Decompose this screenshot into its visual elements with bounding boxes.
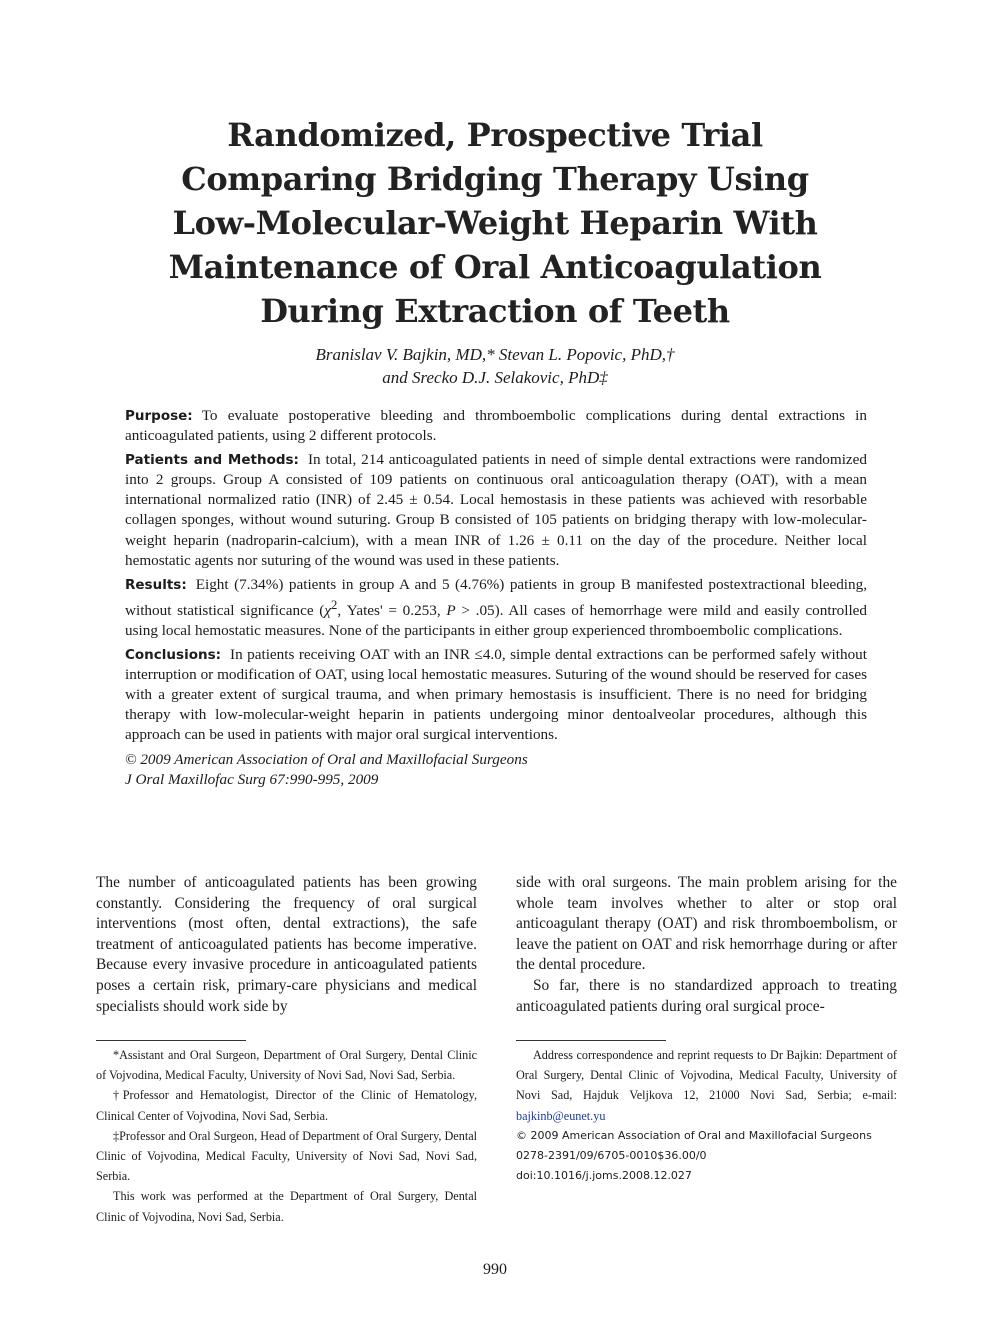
title-line: Low-Molecular-Weight Heparin With (172, 204, 818, 242)
abstract-methods (125, 450, 867, 571)
methods-label: Patients and Methods: (125, 452, 299, 469)
conclusions-label: Conclusions: (125, 647, 222, 664)
purpose-text: To evaluate postoperative bleeding and thromboembolic complications during dental extractions in anticoagulated patients, using 2 different protocols. (125, 407, 867, 445)
authors-line-1: Branislav V. Bajkin, MD,* Stevan L. Popovic, PhD,† (315, 345, 675, 364)
correspondence-address (516, 1045, 897, 1126)
affiliation-footnote: †Professor and Hematologist, Director of the Clinic of Hematology, Clinical Center of Vojvodina, Novi Sad, Serbia. (96, 1088, 477, 1123)
body-column-right (516, 873, 897, 1017)
doi-code: doi:10.1016/j.joms.2008.12.027 (516, 1169, 692, 1183)
title-line: Comparing Bridging Therapy Using (181, 160, 809, 198)
page-number: 990 (483, 1261, 507, 1278)
correspondence-text: Address correspondence and reprint requests to Dr Bajkin: Department of Oral Surgery, Dental Clinic of Vojvodina, Medical Faculty, University of Novi Sad, Hajduk Veljkova 12, 21000 Novi Sad, Serbia; (516, 1048, 897, 1103)
affiliation-footnote: *Assistant and Oral Surgeon, Department of Oral Surgery, Dental Clinic of Vojvodina, Medical Faculty, University of Novi Sad, Novi Sad, Serbia. (96, 1048, 477, 1083)
p-symbol: P (446, 601, 456, 619)
abstract-purpose (125, 406, 867, 446)
title-line: Maintenance of Oral Anticoagulation (168, 248, 822, 286)
results-text-b: , Yates' = 0.253, (337, 601, 447, 619)
affiliation-footnote: ‡Professor and Oral Surgeon, Head of Department of Oral Surgery, Dental Clinic of Vojvodina, Medical Faculty, University of Novi Sad, Novi Sad, Serbia. (96, 1128, 477, 1184)
results-text-a: Eight (7.34%) patients in group A and 5 (4.76%) patients in group B manifested postextractional bleeding, without statistical significance ( (125, 575, 867, 619)
purpose-label: Purpose: (125, 408, 193, 424)
correspondence-block (516, 1045, 897, 1186)
authors-line-2: and Srecko D.J. Selakovic, PhD‡ (382, 368, 608, 387)
body-paragraph: So far, there is no standardized approach to treating anticoagulated patients during oral surgical proce- (516, 976, 897, 1015)
body-paragraph: side with oral surgeons. The main problem arising for the whole team involves whether to alter or stop oral anticoagulant therapy (OAT) and risk thromboembolism, or leave the patient on OAT and risk hemorrhage during or after the dental procedure. (516, 874, 897, 974)
footnote-divider-right (516, 1040, 666, 1041)
footnote-divider-left (96, 1040, 246, 1041)
abstract (125, 406, 867, 790)
methods-text: In total, 214 anticoagulated patients in need of simple dental extractions were randomized into 2 groups. Group A consisted of 109 patients on continuous oral anticoagulation therapy (OAT), with a mean international normalized ratio (INR) of 2.45 ± 0.54. Local hemostasis in these patients was achieved with resorbable collagen sponges, without wound suturing. Group B consisted of 105 patients on bridging therapy with low-molecular-weight heparin (nadroparin-calcium), with a mean INR of 1.26 ± 0.11 on the day of the procedure. Neither local hemostatic agents nor suturing of the wound was used in these patients. (125, 451, 867, 569)
abstract-copyright: © 2009 American Association of Oral and Maxillofacial Surgeons (125, 750, 528, 768)
article-title (100, 113, 890, 333)
results-text-c: > .05). All cases of hemorrhage were mild and easily controlled using local hemostatic measures. None of the participants in either group experienced thromboembolic complications. (125, 601, 867, 639)
abstract-results (125, 575, 867, 641)
issn-code: 0278-2391/09/6705-0010$36.00/0 (516, 1149, 707, 1163)
email-label: e-mail: (862, 1088, 897, 1103)
results-label: Results: (125, 576, 187, 593)
footnote-copyright: © 2009 American Association of Oral and Maxillofacial Surgeons (516, 1128, 872, 1142)
body-paragraph: The number of anticoagulated patients has been growing constantly. Considering the frequency of oral surgical interventions (most often, dental extractions), the safe treatment of anticoagulated patients has become imperative. Because every invasive procedure in anticoagulated patients poses a certain risk, primary-care physicians and medical specialists should work side by (96, 874, 477, 1015)
author-affiliations (96, 1045, 477, 1227)
title-line: Randomized, Prospective Trial (227, 116, 763, 154)
chi-superscript: 2 (331, 597, 338, 612)
conclusions-text: In patients receiving OAT with an INR ≤4.0, simple dental extractions can be performed safely without interruption or modification of OAT, using local hemostatic measures. Suturing of the wound should be reserved for cases with a greater extent of surgical trauma, and when primary hemostasis is insufficient. There is no need for bridging therapy with low-molecular-weight heparin in patients undergoing minor dentoalveolar procedures, although this approach can be used in patients with major oral surgical interventions. (125, 646, 867, 744)
body-column-left (96, 873, 477, 1017)
journal-citation: J Oral Maxillofac Surg 67:990-995, 2009 (125, 770, 379, 788)
email-link[interactable]: bajkinb@eunet.yu (516, 1108, 606, 1123)
chi-symbol: χ (324, 601, 332, 619)
abstract-conclusions (125, 645, 867, 745)
affiliation-footnote: This work was performed at the Department of Oral Surgery, Dental Clinic of Vojvodina, Novi Sad, Serbia. (96, 1189, 477, 1224)
title-line: During Extraction of Teeth (260, 292, 730, 330)
author-list (150, 343, 840, 389)
